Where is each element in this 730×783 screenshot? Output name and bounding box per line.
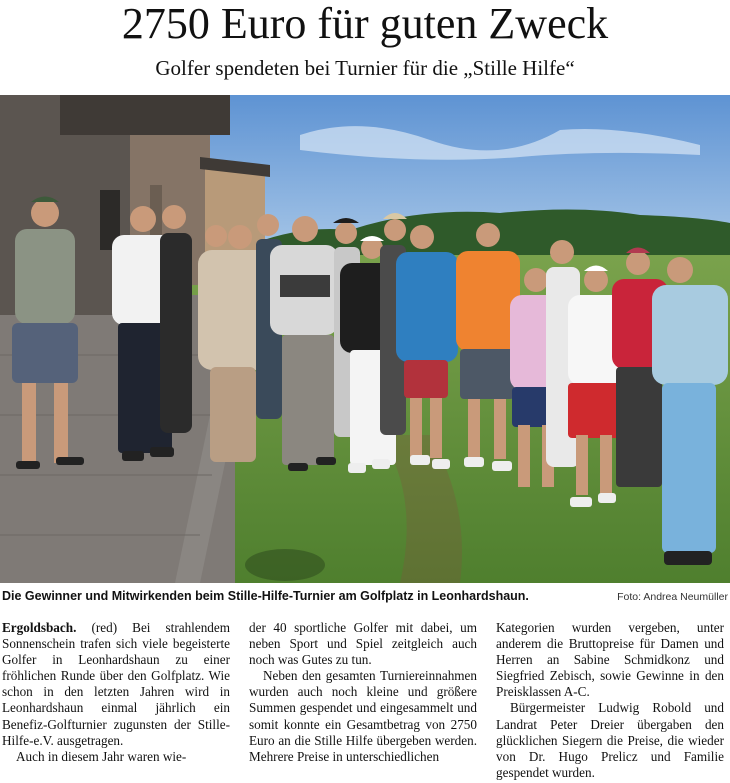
paragraph: der 40 sportliche Golfer mit dabei, um neben Sport und Spiel zeitgleich auch noch was Gutes zu tun.: [249, 620, 477, 668]
photo-credit: Foto: Andrea Neumüller: [617, 591, 728, 603]
group-photo-illustration: [0, 95, 730, 583]
paragraph: [2, 620, 230, 749]
article-column-1: [2, 620, 230, 783]
article-column-3: [496, 620, 724, 783]
group-photo: [0, 95, 730, 583]
photo-caption: Die Gewinner und Mitwirkenden beim Stille-Hilfe-Turnier am Golfplatz in Leonhardshaun.: [2, 589, 529, 603]
subheadline: Golfer spendeten bei Turnier für die „Stille Hilfe“: [155, 56, 575, 80]
article-column-2: [249, 620, 477, 783]
dateline: Ergoldsbach.: [2, 620, 77, 635]
paragraph-text: (red) Bei strahlendem Sonnenschein trafen sich viele begeisterte Golfer in Leonhardshaun zu einer fröhlichen Runde über den Golfplatz. Wie schon in den letzten Jahren wird in Leonhardshaun einmal jährlich ein Benefiz-Golfturnier zugunsten der Stille-Hilfe-e.V. ausgetragen.: [2, 620, 230, 748]
paragraph: Auch in diesem Jahr waren wie-: [16, 748, 187, 764]
paragraph: Neben den gesamten Turniereinnahmen wurden auch noch kleine und größere Summen gespendet und eingesammelt und somit konnte ein Gesamtbetrag von 2750 Euro an die Stille Hilfe übergeben werden. Mehrere Preise in unterschiedlichen: [249, 668, 477, 764]
headline: 2750 Euro für guten Zweck: [121, 0, 609, 48]
paragraph: Bürgermeister Ludwig Robold und Landrat Peter Dreier übergaben den glücklichen Siegern die Preise, die wieder von Dr. Hugo Prelicz und Familie gespendet wurden.: [496, 700, 724, 780]
paragraph: Kategorien wurden vergeben, unter anderem die Bruttopreise für Damen und Herren an Sabine Schmidkonz und Siegfried Zebisch, sowie Gewinne in den Preisklassen A-C.: [496, 620, 724, 700]
